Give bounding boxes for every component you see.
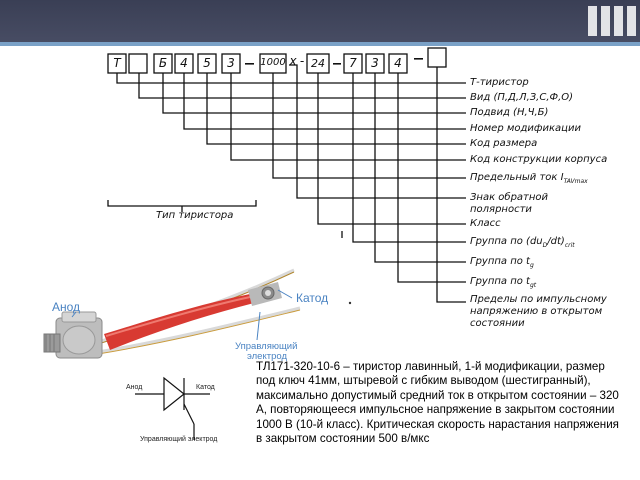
leader-line (318, 73, 466, 224)
code-box-text: 7 (349, 56, 357, 70)
field-label-dudt: Группа по $(du_D/dt)_{crit}$ (470, 236, 575, 249)
field-label: Подвид (Н,Ч,Б) (470, 107, 549, 118)
field-label: Вид (П,Д,Л,З,С,Ф,О) (470, 92, 574, 103)
code-box (428, 48, 446, 67)
gate-label: электрод (247, 351, 287, 362)
field-label: Пределы по импульсному (470, 294, 607, 305)
field-label: Номер модификации (470, 123, 581, 134)
anode-label: Анод (52, 300, 81, 314)
code-box (129, 54, 147, 73)
code-box-text: Т (113, 56, 121, 70)
code-box-text: 4 (394, 56, 402, 70)
code-box-text: 4 (180, 56, 188, 70)
code-box-text: 5 (203, 56, 211, 70)
leader-line (139, 73, 466, 98)
thyristor-type-label: Тип тиристора (156, 210, 234, 221)
symbol-gate-label: Управляющий электрод (140, 436, 218, 443)
field-label: Класс (470, 218, 501, 229)
cathode-label: Катод (296, 291, 329, 305)
leader-line (437, 67, 466, 302)
field-label-current: Предельный ток $I_{TAVmax}$ (470, 172, 588, 185)
leader-line (184, 73, 466, 129)
dot (349, 302, 351, 304)
example-description: ТЛ171-320-10-6 – тиристор лавинный, 1-й модификации, размер под ключ 41мм, штыревой с гибким выводом (шестигранный), максимально допустимый средний ток в открытом состоянии – 320 А, повторяющееся импульсное напряжение в закрытом состоянии 1000 В (10-й класс). Критическая скорость нарастания напряжения в закрытом состоянии 500 в/мкс (256, 360, 619, 446)
gate-label: Управляющий (235, 341, 298, 352)
code-box-text: 1000 (260, 57, 286, 68)
code-box-sep: х (289, 54, 297, 68)
code-box-sep: - (299, 54, 305, 68)
leader-line (375, 73, 466, 262)
symbol-anode-label: Анод (126, 384, 143, 391)
field-label: напряжению в открытом (470, 306, 603, 317)
field-label: состоянии (470, 318, 525, 329)
leader-line (163, 73, 466, 113)
code-box-text: Б (158, 56, 168, 70)
code-box-text: 3 (227, 56, 235, 70)
field-label: Т-тиристор (470, 77, 529, 88)
field-label: Код конструкции корпуса (470, 154, 608, 165)
code-box-text: 24 (311, 57, 325, 70)
field-label-tg: Группа по $t_g$ (470, 256, 534, 269)
field-label: полярности (470, 204, 532, 215)
field-label: Знак обратной (470, 192, 549, 203)
code-box-text: 3 (371, 56, 379, 70)
field-label: Код размера (470, 138, 538, 149)
symbol-cathode-label: Катод (196, 384, 215, 391)
type-bracket (108, 200, 256, 206)
field-label-tgt: Группа по $t_{gt}$ (470, 276, 537, 289)
leader-line (117, 73, 466, 83)
leader-line (231, 73, 466, 160)
